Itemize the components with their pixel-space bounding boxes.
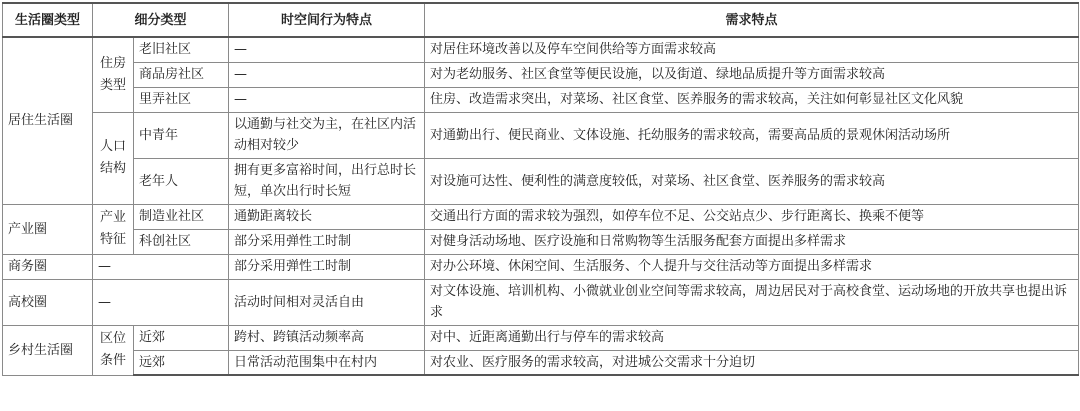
demand-cell: 住房、改造需求突出，对菜场、社区食堂、医养服务的需求较高，关注如何彰显社区文化风貌	[425, 87, 1079, 112]
demand-cell: 对文体设施、培训机构、小微就业创业空间等需求较高，周边居民对于高校食堂、运动场地的开放共享也提出诉求	[425, 279, 1079, 325]
behavior-cell: 拥有更多富裕时间，出行总时长短，单次出行时长短	[229, 158, 425, 204]
table-row	[3, 87, 1079, 112]
subtype-cell: 老年人	[134, 158, 229, 204]
behavior-cell: 部分采用弹性工时制	[229, 254, 425, 279]
subtype-cell: 科创社区	[134, 229, 229, 254]
subgroup-housing-type: 住房类型	[93, 37, 134, 112]
subtype-cell: 制造业社区	[134, 204, 229, 229]
group-industrial: 产业圈	[3, 204, 93, 254]
demand-cell: 对农业、医疗服务的需求较高，对进城公交需求十分迫切	[425, 350, 1079, 375]
behavior-cell: 通勤距离较长	[229, 204, 425, 229]
demand-cell: 对居住环境改善以及停车空间供给等方面需求较高	[425, 37, 1079, 62]
demand-cell: 对办公环境、休闲空间、生活服务、个人提升与交往活动等方面提出多样需求	[425, 254, 1079, 279]
demand-cell: 对中、近距离通勤出行与停车的需求较高	[425, 325, 1079, 350]
subtype-cell: 近郊	[134, 325, 229, 350]
subgroup-population-structure: 人口结构	[93, 112, 134, 204]
subtype-cell: 商品房社区	[134, 62, 229, 87]
group-campus: 高校圈	[3, 279, 93, 325]
subtype-cell: —	[93, 279, 229, 325]
header-behavior: 时空间行为特点	[229, 3, 425, 37]
subtype-cell: 里弄社区	[134, 87, 229, 112]
demand-cell: 交通出行方面的需求较为强烈，如停车位不足、公交站点少、步行距离长、换乘不便等	[425, 204, 1079, 229]
behavior-cell: —	[229, 62, 425, 87]
header-row	[3, 3, 1079, 37]
table-row	[3, 112, 1079, 158]
demand-cell: 对为老幼服务、社区食堂等便民设施，以及街道、绿地品质提升等方面需求较高	[425, 62, 1079, 87]
table-row	[3, 254, 1079, 279]
table-row	[3, 279, 1079, 325]
behavior-cell: 跨村、跨镇活动频率高	[229, 325, 425, 350]
behavior-cell: 以通勤与社交为主，在社区内活动相对较少	[229, 112, 425, 158]
table-row	[3, 158, 1079, 204]
subtype-cell: 老旧社区	[134, 37, 229, 62]
lifecircle-demand-table	[2, 2, 1079, 376]
subtype-cell: 中青年	[134, 112, 229, 158]
subgroup-industry-feature: 产业特征	[93, 204, 134, 254]
group-business: 商务圈	[3, 254, 93, 279]
table-row	[3, 204, 1079, 229]
header-subtype: 细分类型	[93, 3, 229, 37]
table-row	[3, 229, 1079, 254]
subtype-cell: —	[93, 254, 229, 279]
behavior-cell: 日常活动范围集中在村内	[229, 350, 425, 375]
table-row	[3, 325, 1079, 350]
demand-cell: 对健身活动场地、医疗设施和日常购物等生活服务配套方面提出多样需求	[425, 229, 1079, 254]
table-row	[3, 37, 1079, 62]
group-residential: 居住生活圈	[3, 37, 93, 204]
table-row	[3, 350, 1079, 375]
behavior-cell: —	[229, 37, 425, 62]
behavior-cell: 活动时间相对灵活自由	[229, 279, 425, 325]
demand-cell: 对通勤出行、便民商业、文体设施、托幼服务的需求较高，需要高品质的景观休闲活动场所	[425, 112, 1079, 158]
header-circle-type: 生活圈类型	[3, 3, 93, 37]
demand-cell: 对设施可达性、便利性的满意度较低，对菜场、社区食堂、医养服务的需求较高	[425, 158, 1079, 204]
subtype-cell: 远郊	[134, 350, 229, 375]
table-row	[3, 62, 1079, 87]
behavior-cell: —	[229, 87, 425, 112]
group-rural: 乡村生活圈	[3, 325, 93, 375]
behavior-cell: 部分采用弹性工时制	[229, 229, 425, 254]
header-demand: 需求特点	[425, 3, 1079, 37]
subgroup-location-condition: 区位条件	[93, 325, 134, 375]
